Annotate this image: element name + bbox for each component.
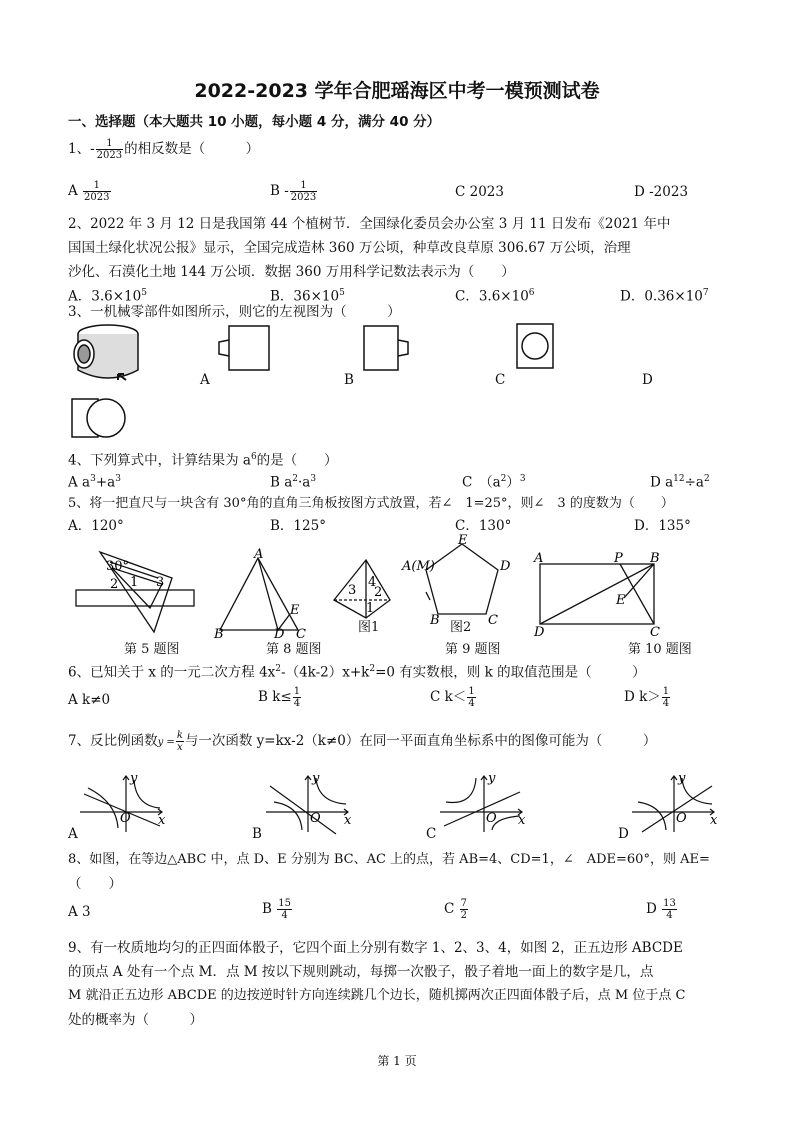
q8-option-d xyxy=(646,898,678,921)
q9-line-4: 处的概率为（ ） xyxy=(68,1012,203,1028)
rect-label-d: D xyxy=(534,625,545,640)
q6-opt-b-text: B k≤ xyxy=(258,689,292,705)
q4-option-c xyxy=(462,474,526,491)
q6-option-b xyxy=(258,686,302,709)
q5-label-30: 30° xyxy=(106,559,130,574)
pent-label-c: C xyxy=(488,613,498,628)
q4-opt-a-3: +a xyxy=(95,474,116,491)
q8-opt-b-label: B xyxy=(262,901,272,917)
q8-option-c xyxy=(444,898,469,921)
section-heading: 一、选择题（本大题共 10 小题，每小题 4 分，满分 40 分） xyxy=(68,114,441,130)
q2-line-2: 国国土绿化状况公报》显示，全国完成造林 360 万公顷，种草改良草原 306.67 万公顷，治理 xyxy=(68,240,631,256)
q2-option-d xyxy=(620,288,709,305)
q4-opt-a-2: 3 xyxy=(90,474,96,484)
q6-opt-b-den: 4 xyxy=(293,698,301,709)
q8-opt-d-frac xyxy=(662,898,677,921)
q7-k-num: k xyxy=(176,730,183,741)
q4-opt-b-4: 3 xyxy=(310,474,317,484)
q7-graph-c-drawing xyxy=(440,776,522,832)
q5-option-c: C．130° xyxy=(455,518,512,534)
tetra-label-2: 2 xyxy=(374,585,383,600)
tetra-label-4: 4 xyxy=(368,575,377,590)
pent-label-am: A(M) xyxy=(402,559,435,574)
q4-opt-d-4: 2 xyxy=(704,474,710,484)
q8-opt-c-num: 7 xyxy=(460,898,468,909)
q6-opt-b-num: 1 xyxy=(293,686,301,697)
q1-opt-b-label: B - xyxy=(270,183,289,199)
q7a-o: O xyxy=(120,811,131,826)
q7-k-frac xyxy=(176,730,184,753)
q8-figure-drawing xyxy=(220,558,298,630)
q5-label-2: 2 xyxy=(110,577,119,592)
q4-opt-d-2: 12 xyxy=(673,474,685,484)
q6-text-sup1: 2 xyxy=(275,664,282,674)
q9-tetrahedron-figure xyxy=(330,556,396,622)
q6-option-c xyxy=(430,686,477,709)
q6-opt-d-den: 4 xyxy=(662,698,670,709)
q1-opt-b-frac xyxy=(290,180,317,203)
fig-8-caption: 第 8 题图 xyxy=(266,642,322,657)
q3-option-a-drawing xyxy=(219,326,269,370)
q9-line-3: M 就沿正五边形 ABCDE 的边按逆时针方向连续跳几个边长，随机掷两次正四面体骰子后，点 M 位于点 C xyxy=(68,988,686,1003)
q10-figure xyxy=(532,551,666,640)
q2-line-3: 沙化、石漠化土地 144 万公顷．数据 360 万用科学记数法表示为（ ） xyxy=(68,264,515,280)
q7-label-d: D xyxy=(618,826,629,842)
q2-opt-c-sup: 6 xyxy=(528,288,535,298)
q10-figure-drawing xyxy=(540,564,654,624)
q3-option-a-figure xyxy=(215,324,275,374)
q6-text-1: 6、已知关于 x 的一元二次方程 4x xyxy=(68,664,276,681)
q3-option-c-drawing xyxy=(517,324,553,368)
q6-text-sup2: 2 xyxy=(369,664,376,674)
q3-label-d: D xyxy=(642,372,653,388)
q1-fraction xyxy=(96,138,123,161)
q5-label-1: 1 xyxy=(130,575,139,590)
pent-label-d: D xyxy=(500,559,511,574)
q2-opt-d-text: D．0.36×10 xyxy=(620,288,703,305)
q3-part-figure xyxy=(68,322,148,387)
q6-opt-c-num: 1 xyxy=(468,686,475,697)
q7b-y: y xyxy=(312,771,320,786)
q6-opt-d-text: D k＞ xyxy=(624,689,661,705)
q6-opt-c-frac xyxy=(467,686,475,709)
q1-option-a xyxy=(68,180,112,203)
q7a-y: y xyxy=(130,771,138,786)
q1-opt-a-frac xyxy=(83,180,110,203)
q2-opt-d-sup: 7 xyxy=(702,288,709,298)
q8-opt-d-num: 13 xyxy=(663,898,676,909)
q8-opt-d-den: 4 xyxy=(666,910,673,921)
q8-opt-b-den: 4 xyxy=(281,910,288,921)
rect-label-e: E xyxy=(616,593,626,608)
q8-figure xyxy=(214,547,310,642)
q8-label-c: C xyxy=(296,627,306,642)
q8-opt-b-num: 15 xyxy=(278,898,291,909)
q7a-x: x xyxy=(158,813,166,828)
q7d-x: x xyxy=(710,813,718,828)
q3-option-d-figure xyxy=(68,393,128,448)
q2-opt-a-text: A．3.6×10 xyxy=(68,288,142,305)
q7d-o: O xyxy=(676,811,687,826)
q6-opt-d-num: 1 xyxy=(662,686,670,697)
q4-opt-b-2: 2 xyxy=(292,474,298,484)
q7-k-den: x xyxy=(177,742,183,753)
q8-opt-c-label: C xyxy=(444,901,455,917)
q7-label-a: A xyxy=(68,826,78,842)
q8-line-2: （ ） xyxy=(68,876,122,892)
rect-label-a: A xyxy=(534,551,544,566)
q3-label-a: A xyxy=(200,372,210,388)
rect-label-p: P xyxy=(614,551,623,566)
q5-figure-drawing xyxy=(76,552,194,632)
tetra-label-3: 3 xyxy=(348,583,357,598)
q5-option-d: D．135° xyxy=(634,518,691,534)
q4-text-end: 的是（ ） xyxy=(256,452,338,469)
q5-text: 5、将一把直尺与一块含有 30°角的直角三角板按图方式放置，若∠ 1=25°，则∠ 3 的度数为（ ） xyxy=(68,496,674,511)
q2-opt-c-text: C．3.6×10 xyxy=(455,288,529,305)
q5-option-a: A．120° xyxy=(68,518,124,534)
q3-label-c: C xyxy=(495,372,506,388)
q2-line-1: 2、2022 年 3 月 12 日是我国第 44 个植树节．全国绿化委员会办公室 3 月 11 日发布《2021 年中 xyxy=(68,216,671,232)
rect-label-b: B xyxy=(650,551,660,566)
q1-frac-num: 1 xyxy=(96,138,123,150)
q1-opt-a-den: 2023 xyxy=(84,192,110,203)
q1-option-c: C 2023 xyxy=(455,184,504,200)
q1-prefix: 1、- xyxy=(68,141,95,157)
q7c-x: x xyxy=(518,813,526,828)
q6-option-d xyxy=(624,686,671,709)
q1-opt-b-num: 1 xyxy=(290,180,317,192)
fig-5-caption: 第 5 题图 xyxy=(124,642,180,657)
q2-option-a xyxy=(68,288,147,305)
q8-label-a: A xyxy=(254,547,264,562)
q4-opt-c-2: 2 xyxy=(500,474,507,484)
q6-text xyxy=(68,664,646,681)
q3-part-drawing xyxy=(74,325,138,380)
tetra-label-1: 1 xyxy=(366,601,375,616)
q1-opt-a-label: A xyxy=(68,183,78,199)
q7-label-b: B xyxy=(252,826,262,842)
q8-option-a: A 3 xyxy=(68,904,91,920)
q7-y-eq: y = xyxy=(157,737,175,748)
q4-opt-a-1: A a xyxy=(68,474,91,491)
fig-1-caption: 图1 xyxy=(358,620,380,635)
q4-text xyxy=(68,452,338,469)
q3-label-b: B xyxy=(344,372,354,388)
q7-text-2: 与一次函数 y=kx-2（k≠0）在同一平面直角坐标系中的图像可能为（ ） xyxy=(184,733,657,749)
q4-option-a xyxy=(68,474,121,491)
q3-text: 3、一机械零部件如图所示，则它的左视图为（ ） xyxy=(68,304,401,320)
q4-opt-c-1: C （a xyxy=(462,474,501,491)
pent-label-b: B xyxy=(430,613,440,628)
q7-label-c: C xyxy=(426,826,437,842)
q8-line-1: 8、如图，在等边△ABC 中，点 D、E 分别为 BC、AC 上的点，若 AB=4、CD=1，∠ ADE=60°，则 AE= xyxy=(68,852,710,867)
fig-9-caption: 第 9 题图 xyxy=(445,642,501,657)
q5-option-b: B．125° xyxy=(270,518,326,534)
rect-label-c: C xyxy=(650,625,660,640)
q8-option-b xyxy=(262,898,293,921)
q7d-y: y xyxy=(678,771,686,786)
q1-option-b xyxy=(270,180,318,203)
q7c-o: O xyxy=(486,811,497,826)
q7c-y: y xyxy=(488,771,496,786)
fig-10-caption: 第 10 题图 xyxy=(628,642,692,657)
q4-opt-d-1: D a xyxy=(650,474,674,491)
q7-graph-b-drawing xyxy=(266,776,348,834)
q4-text-main: 4、下列算式中，计算结果为 a xyxy=(68,452,251,469)
q7-graph-b xyxy=(266,772,356,836)
q7-graph-c xyxy=(440,772,530,836)
q6-option-a: A k≠0 xyxy=(68,692,111,708)
pent-label-e: E xyxy=(458,533,468,548)
q6-text-2: -（4k-2）x+k xyxy=(281,664,370,681)
q8-label-e: E xyxy=(290,603,300,618)
q8-opt-d-label: D xyxy=(646,901,657,917)
q5-label-3: 3 xyxy=(156,575,165,590)
page-title: 2022-2023 学年合肥瑶海区中考一模预测试卷 xyxy=(194,80,600,102)
q1-suffix: 的相反数是（ ） xyxy=(124,141,260,157)
q9-line-2: 的顶点 A 处有一个点 M．点 M 按以下规则跳动，每掷一次骰子，骰子着地一面上的数字是几，点 xyxy=(68,964,654,980)
q2-option-c xyxy=(455,288,535,305)
q8-label-d: D xyxy=(274,627,285,642)
q4-opt-d-3: ÷a xyxy=(684,474,704,491)
q8-opt-c-frac xyxy=(460,898,468,921)
q9-pentagon-figure xyxy=(400,533,518,628)
question-1 xyxy=(68,138,259,161)
q7b-o: O xyxy=(310,811,321,826)
q2-opt-b-sup: 5 xyxy=(339,288,345,298)
q5-figure xyxy=(72,548,202,636)
q2-opt-a-sup: 5 xyxy=(141,288,147,298)
q3-option-b-drawing xyxy=(364,326,408,370)
q3-option-c-figure xyxy=(515,322,575,372)
q2-option-b xyxy=(270,288,345,305)
page-footer: 第 1 页 xyxy=(377,1054,417,1068)
q2-opt-b-text: B．36×10 xyxy=(270,288,340,305)
fig-2-caption: 图2 xyxy=(450,620,472,635)
q8-opt-b-frac xyxy=(277,898,292,921)
q9-line-1: 9、有一枚质地均匀的正四面体骰子，它四个面上分别有数字 1、2、3、4，如图 2，正五边形 ABCDE xyxy=(68,940,683,956)
q1-frac-den: 2023 xyxy=(96,150,123,161)
q3-option-d-drawing xyxy=(72,399,125,437)
q7-graph-a xyxy=(80,772,170,836)
q4-opt-b-1: B a xyxy=(270,474,293,491)
q4-opt-c-3: ） xyxy=(506,474,520,491)
q4-opt-c-4: 3 xyxy=(519,474,526,484)
q6-opt-c-den: 4 xyxy=(468,698,475,709)
q1-option-d: D -2023 xyxy=(634,184,689,200)
q7-text-1: 7、反比例函数 xyxy=(68,733,158,749)
q6-text-3: =0 有实数根，则 k 的取值范围是（ ） xyxy=(375,664,646,681)
q4-opt-b-3: ·a xyxy=(298,474,311,491)
q4-text-sup: 6 xyxy=(250,452,257,462)
q9-pentagon-drawing xyxy=(426,544,498,614)
q4-opt-a-4: 3 xyxy=(115,474,121,484)
q7b-x: x xyxy=(344,813,352,828)
q8-label-b: B xyxy=(214,627,224,642)
q6-opt-d-frac xyxy=(662,686,670,709)
q7-graph-d xyxy=(632,772,722,836)
q6-opt-c-text: C k＜ xyxy=(430,689,467,705)
q3-option-b-figure xyxy=(362,324,422,374)
q7-text xyxy=(68,730,656,753)
q4-option-d xyxy=(650,474,710,491)
q4-option-b xyxy=(270,474,316,491)
q7-graph-d-drawing xyxy=(632,776,714,832)
q6-opt-b-frac xyxy=(293,686,301,709)
q1-opt-b-den: 2023 xyxy=(290,192,317,203)
q1-opt-a-num: 1 xyxy=(83,180,110,192)
q8-opt-c-den: 2 xyxy=(460,910,468,921)
